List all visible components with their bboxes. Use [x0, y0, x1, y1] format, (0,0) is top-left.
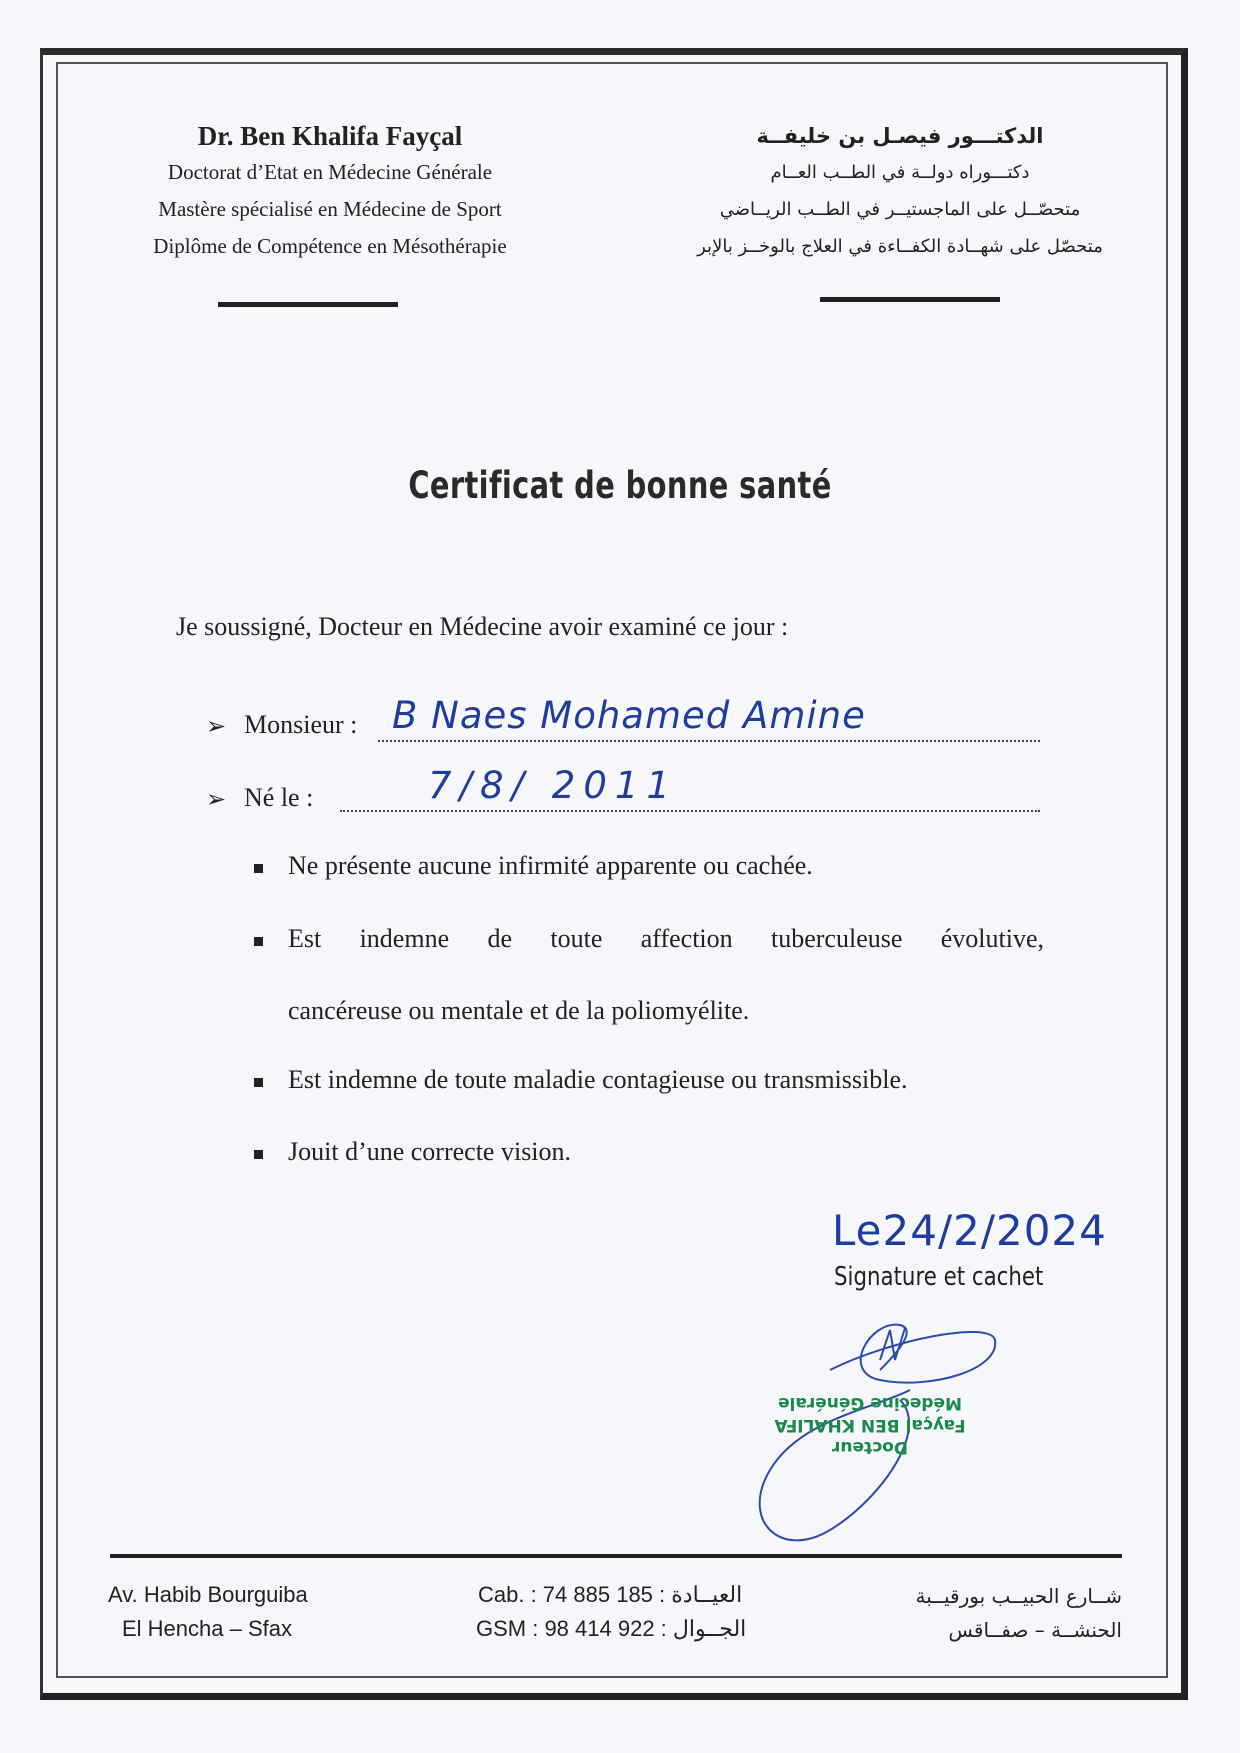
- handwritten-date: Le24/2/2024: [832, 1206, 1107, 1255]
- qualification-line-ar: متحصّل على شهــادة الكفــاءة في العلاج بالوخــز بالإبر: [697, 236, 1103, 257]
- footer-gsm-phone: GSM : 98 414 922 : الجــوال: [476, 1616, 747, 1641]
- monsieur-handwritten-value: B Naes Mohamed Amine: [392, 694, 866, 737]
- header-french: [100, 118, 560, 265]
- footer-rule: [110, 1554, 1122, 1558]
- qualification-line-ar: دكتـــوراه دولــة في الطــب العــام: [770, 162, 1030, 183]
- qualification-line: Diplôme de Compétence en Mésothérapie: [153, 234, 507, 258]
- qualification-line-ar: متحصّــل على الماجستيــر في الطــب الريــاضي: [719, 199, 1081, 220]
- footer-address-ar-1: شــارع الحبيــب بورقيــبة: [915, 1584, 1122, 1608]
- square-bullet-icon: [254, 1078, 263, 1087]
- stamp-line: Fayçal BEN KHALIFA: [774, 1415, 966, 1435]
- header-rule-left: [218, 302, 398, 307]
- statement-2-continued: cancéreuse ou mentale et de la poliomyélite.: [288, 996, 750, 1025]
- doctor-name-fr: Dr. Ben Khalifa Fayçal: [197, 121, 463, 151]
- arrow-bullet-icon: ➢: [206, 785, 227, 813]
- statement-3: Est indemne de toute maladie contagieuse ou transmissible.: [288, 1065, 908, 1094]
- statement-1: Ne présente aucune infirmité apparente ou cachée.: [288, 851, 813, 880]
- signature-label: Signature et cachet: [834, 1262, 1044, 1292]
- square-bullet-icon: [254, 937, 263, 946]
- birthdate-label: Né le :: [244, 783, 314, 812]
- statement-2: Est indemne de toute affection tuberculeuse évolutive,: [288, 924, 1044, 953]
- monsieur-label: Monsieur :: [244, 710, 358, 739]
- footer-address-fr-1: Av. Habib Bourguiba: [108, 1582, 308, 1607]
- square-bullet-icon: [254, 1150, 263, 1159]
- footer-address-ar-2: الحنشــة – صفــاقس: [948, 1618, 1122, 1642]
- footer-cab-phone: Cab. : 74 885 185 : العيــادة: [478, 1582, 743, 1607]
- monsieur-dotted-line: [378, 740, 1040, 742]
- qualification-line: Doctorat d’Etat en Médecine Générale: [167, 160, 493, 184]
- intro-text: Je soussigné, Docteur en Médecine avoir examiné ce jour :: [176, 612, 789, 641]
- birthdate-dotted-line: [340, 810, 1040, 812]
- header-arabic: [650, 118, 1150, 265]
- header-rule-right: [820, 297, 1000, 302]
- certificate-title: Certificat de bonne santé: [408, 464, 832, 507]
- stamp-line: Docteur: [832, 1437, 909, 1457]
- square-bullet-icon: [254, 864, 263, 873]
- qualification-line: Mastère spécialisé en Médecine de Sport: [158, 197, 502, 221]
- doctor-name-ar: الدكتـــور فيصـل بن خليفــة: [756, 124, 1044, 148]
- arrow-bullet-icon: ➢: [206, 712, 227, 740]
- footer-address-fr-2: El Hencha – Sfax: [122, 1616, 292, 1641]
- birthdate-handwritten-value: 7/8/ 2011: [428, 764, 678, 807]
- statement-4: Jouit d’une correcte vision.: [288, 1137, 572, 1166]
- doctor-stamp: [770, 1392, 970, 1458]
- stamp-line: Médecine Générale: [778, 1393, 962, 1413]
